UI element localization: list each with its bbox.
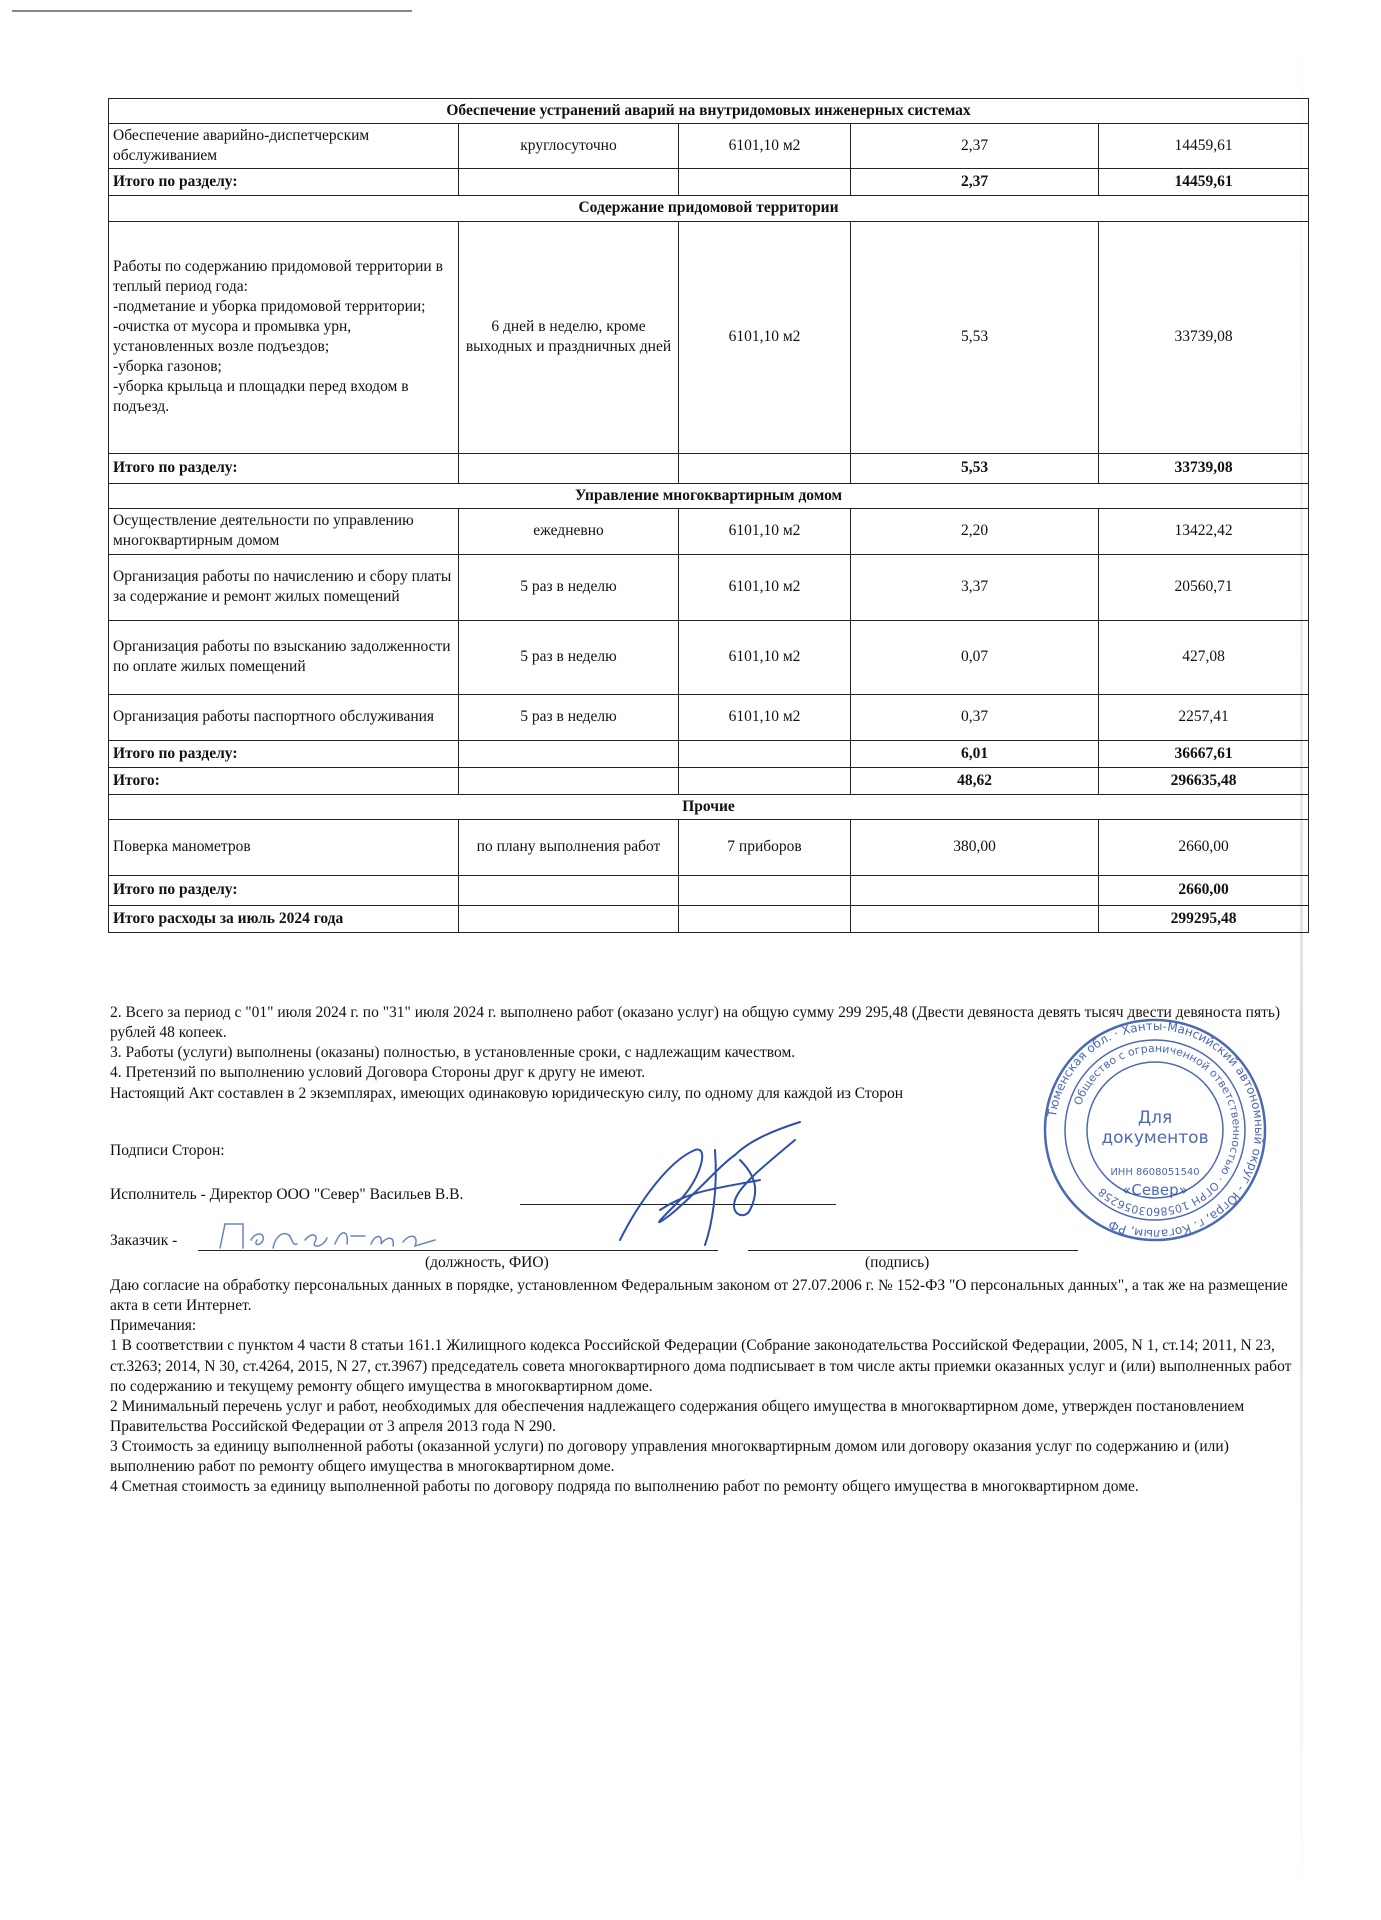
table-row <box>109 554 1309 620</box>
service-name: Организация работы по взысканию задолженности по оплате жилых помещений <box>109 620 459 694</box>
notes-heading: Примечания: <box>110 1317 197 1335</box>
total-label: Итого по разделу: <box>109 740 459 767</box>
service-name: Организация работы паспортного обслуживания <box>109 694 459 740</box>
services-table <box>108 98 1309 933</box>
total-label: Итого по разделу: <box>109 169 459 196</box>
total-sum: 33739,08 <box>1099 453 1309 483</box>
periodicity: 5 раз в неделю <box>459 620 679 694</box>
service-name: Обеспечение аварийно-диспетчерским обслуживанием <box>109 124 459 169</box>
section-header <box>109 196 1309 221</box>
section-total-row <box>109 169 1309 196</box>
svg-text:Тюменская обл. · Ханты-Мансийс: Тюменская обл. · Ханты-Мансийский автономный округ - Югра, г. Когалым, РФ <box>1044 1018 1267 1242</box>
table-row <box>109 620 1309 694</box>
table-row <box>109 508 1309 554</box>
section-header <box>109 99 1309 124</box>
position-caption: (должность, ФИО) <box>425 1254 549 1271</box>
section-total-row <box>109 740 1309 767</box>
rate: 0,07 <box>851 620 1099 694</box>
month-total-sum: 299295,48 <box>1099 905 1309 932</box>
grand-total-label: Итого: <box>109 767 459 794</box>
svg-text:ИНН 8608051540: ИНН 8608051540 <box>1110 1167 1200 1178</box>
area: 6101,10 м2 <box>679 124 851 169</box>
paragraph-4: 4. Претензий по выполнению условий Договора Стороны друг к другу не имеют. <box>110 1064 646 1082</box>
table-row <box>109 221 1309 453</box>
area: 6101,10 м2 <box>679 554 851 620</box>
note-2: 2 Минимальный перечень услуг и работ, необходимых для обеспечения надлежащего содержания общего имущества в многоквартирном доме, утвержден постановлением Правительства Российской Федерации от 3 апреля 2013 года N 290. <box>110 1397 1245 1435</box>
sum: 2660,00 <box>1099 819 1309 875</box>
rate: 2,37 <box>851 124 1099 169</box>
area: 6101,10 м2 <box>679 221 851 453</box>
sum: 20560,71 <box>1099 554 1309 620</box>
total-rate: 5,53 <box>851 453 1099 483</box>
grand-total-row <box>109 767 1309 794</box>
total-rate: 6,01 <box>851 740 1099 767</box>
paragraph-3: 3. Работы (услуги) выполнены (оказаны) полностью, в установленные сроки, с надлежащим качеством. <box>110 1044 796 1062</box>
rate: 0,37 <box>851 694 1099 740</box>
service-name: Работы по содержанию придомовой территории в теплый период года: -подметание и уборка придомовой территории; -очистка от мусора и промывка урн, установленных возле подъездов; -уборка газонов; -уборка крыльца и площадки перед входом в подъезд. <box>109 221 459 453</box>
customer-label: Заказчик - <box>110 1232 178 1249</box>
svg-text:Для: Для <box>1137 1108 1173 1128</box>
total-label: Итого по разделу: <box>109 453 459 483</box>
area: 6101,10 м2 <box>679 694 851 740</box>
grand-total-sum: 296635,48 <box>1099 767 1309 794</box>
table-row <box>109 124 1309 169</box>
executor-signature <box>600 1120 830 1250</box>
area: 7 приборов <box>679 819 851 875</box>
paragraph-copies: Настоящий Акт составлен в 2 экземплярах, имеющих одинаковую юридическую силу, по одному для каждой из Сторон <box>110 1084 904 1102</box>
sum: 14459,61 <box>1099 124 1309 169</box>
paragraph-2: 2. Всего за период с "01" июля 2024 г. по "31" июля 2024 г. выполнено работ (оказано услуг) на общую сумму 299 295,48 (Двести девяноста девять тысяч двести девяноста пять) рублей 48 копеек. <box>110 1004 1281 1042</box>
sign-caption: (подпись) <box>865 1254 930 1271</box>
service-name: Поверка манометров <box>109 819 459 875</box>
rate: 3,37 <box>851 554 1099 620</box>
month-total-label: Итого расходы за июль 2024 года <box>109 905 459 932</box>
periodicity: 5 раз в неделю <box>459 554 679 620</box>
section-total-row <box>109 453 1309 483</box>
sum: 427,08 <box>1099 620 1309 694</box>
section-header <box>109 483 1309 508</box>
periodicity: ежедневно <box>459 508 679 554</box>
month-total-row <box>109 905 1309 932</box>
note-3: 3 Стоимость за единицу выполненной работы (оказанной услуги) по договору управления многоквартирным домом или договору оказания услуг по содержанию и (или) выполнению работ по ремонту общего имущества в многоквартирном доме. <box>110 1438 1229 1476</box>
sum: 13422,42 <box>1099 508 1309 554</box>
rate: 380,00 <box>851 819 1099 875</box>
total-sum: 36667,61 <box>1099 740 1309 767</box>
note-4: 4 Сметная стоимость за единицу выполненной работы по договору подряда по выполнению работ по ремонту общего имущества в многоквартирном доме. <box>110 1478 1139 1496</box>
rate: 2,20 <box>851 508 1099 554</box>
rate: 5,53 <box>851 221 1099 453</box>
section-title: Содержание придомовой территории <box>109 196 1309 221</box>
periodicity: круглосуточно <box>459 124 679 169</box>
total-rate: 2,37 <box>851 169 1099 196</box>
svg-text:«Север»: «Север» <box>1122 1181 1188 1199</box>
periodicity: по плану выполнения работ <box>459 819 679 875</box>
signatures-heading: Подписи Сторон: <box>110 1142 225 1159</box>
table-row <box>109 694 1309 740</box>
service-name: Организация работы по начислению и сбору платы за содержание и ремонт жилых помещений <box>109 554 459 620</box>
customer-handwriting <box>215 1218 455 1258</box>
table-row <box>109 819 1309 875</box>
sum: 33739,08 <box>1099 221 1309 453</box>
section-title: Обеспечение устранений аварий на внутридомовых инженерных системах <box>109 99 1309 124</box>
periodicity: 6 дней в неделю, кроме выходных и праздничных дней <box>459 221 679 453</box>
area: 6101,10 м2 <box>679 620 851 694</box>
section-header <box>109 794 1309 819</box>
consent-and-notes <box>110 1276 1300 1498</box>
section-title: Прочие <box>109 794 1309 819</box>
company-stamp <box>1040 1015 1270 1245</box>
svg-text:документов: документов <box>1101 1128 1209 1148</box>
consent-text: Даю согласие на обработку персональных данных в порядке, установленном Федеральным законом от 27.07.2006 г. № 152-ФЗ "О персональных данных", а так же на размещение акта в сети Интернет. <box>110 1277 1288 1315</box>
sum: 2257,41 <box>1099 694 1309 740</box>
area: 6101,10 м2 <box>679 508 851 554</box>
total-label: Итого по разделу: <box>109 875 459 905</box>
scan-top-rule <box>12 10 412 12</box>
periodicity: 5 раз в неделю <box>459 694 679 740</box>
total-sum: 14459,61 <box>1099 169 1309 196</box>
svg-text:Общество с ограниченной ответс: Общество с ограниченной ответственностью · ОГРН 1058603056258 <box>1071 1041 1244 1219</box>
section-total-row <box>109 875 1309 905</box>
section-title: Управление многоквартирным домом <box>109 483 1309 508</box>
executor-label: Исполнитель - Директор ООО "Север" Васильев В.В. <box>110 1186 464 1203</box>
total-sum: 2660,00 <box>1099 875 1309 905</box>
grand-total-rate: 48,62 <box>851 767 1099 794</box>
customer-signature-line <box>748 1250 1078 1251</box>
service-name: Осуществление деятельности по управлению многоквартирным домом <box>109 508 459 554</box>
note-1: 1 В соответствии с пунктом 4 части 8 статьи 161.1 Жилищного кодекса Российской Федерации (Собрание законодательства Российской Федерации, 2005, N 1, ст.14; 2011, N 23, ст.3263; 2014, N 30, ст.4264, 2015, N 27, ст.3967) председатель совета многоквартирного дома подписывает в том числе акты приемки оказанных услуг и (или) выполненных работ по содержанию и текущему ремонту общего имущества в многоквартирном доме. <box>110 1337 1292 1395</box>
